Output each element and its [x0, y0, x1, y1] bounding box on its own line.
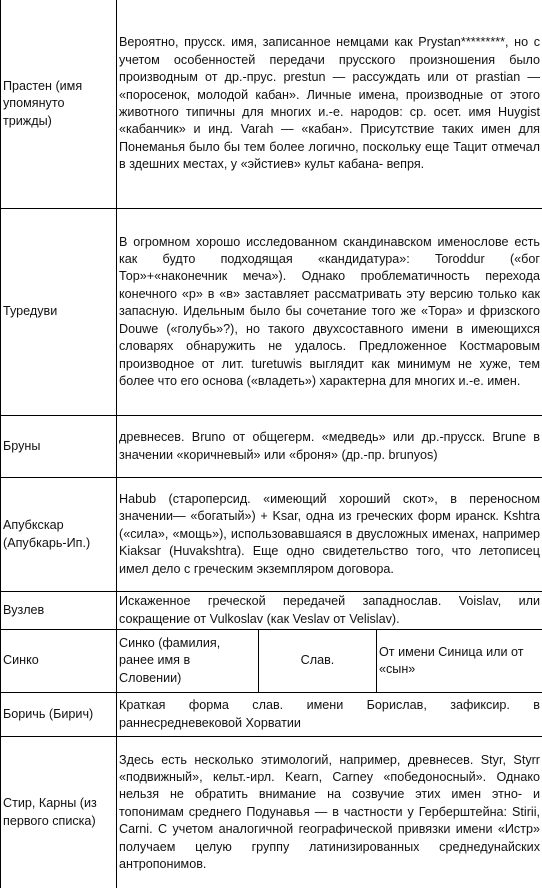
- name-cell: Бруны: [1, 416, 117, 478]
- table-row: [1, 592, 542, 630]
- name-cell: Боричь (Бирич): [1, 693, 117, 737]
- etymology-cell: Habub (староперсид. «имеющий хороший скот», в переносном значении— «богатый») + Ksar, одна из греческих форм иранск. Kshtra («сила», «мощь»), использовавшаяся в двусложных именах, например Kiaksar (Huvakshtra). Еще одно свидетельство того, что летописец имел дело с греческим экземпляром договора.: [117, 478, 542, 592]
- etymology-cell: Краткая форма слав. имени Борислав, зафиксир. в раннесредневековой Хорватии: [117, 693, 542, 737]
- etymology-cell: Искаженное греческой передачей западнослав. Voislav, или сокращение от Vulkoslav (как Veslav от Velislav).: [117, 592, 542, 630]
- name-cell: Вузлев: [1, 592, 117, 630]
- etymology-cell: Здесь есть несколько этимологий, например, древнесев. Styr, Styrr «подвижный», кельт.-ирл. Kearn, Carney «победоносный». Однако нельзя не обратить внимание на созвучие этих имен этно- и топонимам среднего Подунавья — в частности у Герберштейна: Stirii, Carni. С учетом аналогичной географической привязки имени «Истр» получаем целую группу латинизированных среднедунайских антропонимов.: [117, 737, 542, 888]
- table-row: [1, 693, 542, 737]
- table-row: [1, 478, 542, 592]
- table-row: [1, 416, 542, 478]
- table-row: [1, 630, 542, 693]
- table-row: [1, 0, 542, 209]
- origin-cell: Слав.: [259, 630, 377, 693]
- name-cell: Туредуви: [1, 209, 117, 416]
- surname-cell: Синко (фамилия, ранее имя в Словении): [117, 630, 259, 693]
- table-row: [1, 209, 542, 416]
- etymology-cell: В огромном хорошо исследованном скандинавском именослове есть как будто подходящая «кандидатура»: Toroddur («бог Тор»+«наконечник меча»). Однако проблематичность перехода конечного «р» в «в» заставляет рассматривать эту версию только как запасную. Идельным было бы сочетание того же «Тора» и фризского Douwe («голубь»?), но такого двухсоставного имени в имеющихся словарях обнаружить не удалось. Предложенное Костмаровым производное от лит. turetuwis выглядит как минимум не хуже, тем более что его основа («владеть») характерна для многих и.-е. имен.: [117, 209, 542, 416]
- derivation-cell: От имени Синица или от «сын»: [377, 630, 542, 693]
- etymology-cell: Вероятно, прусск. имя, записанное немцами как Prystan*********, но с учетом особенностей передачи прусского произношения было производным от др.-прус. prestun — рассуждать или от prastian — «поросенок, молодой кабан». Личные имена, производные от этого животного типичны для многих и.-е. народов: ср. осет. имя Huygist «кабанчик» и инд. Varah — «кабан». Присутствие таких имен для Понеманья было бы тем более логично, поскольку еще Тацит отмечал в здешних местах, у «эйстиев» культ кабана- вепря.: [117, 0, 542, 209]
- name-cell: Апубкскар (Апубкарь-Ип.): [1, 478, 117, 592]
- name-cell: Прастен (имя упомянуто трижды): [1, 0, 117, 209]
- name-cell: Стир, Карны (из первого списка): [1, 737, 117, 888]
- name-cell: Синко: [1, 630, 117, 693]
- table-row: [1, 737, 542, 888]
- etymology-cell: древнесев. Bruno от общегерм. «медведь» или др.-прусск. Brune в значении «коричневый» или «броня» (др.-пр. brunyos): [117, 416, 542, 478]
